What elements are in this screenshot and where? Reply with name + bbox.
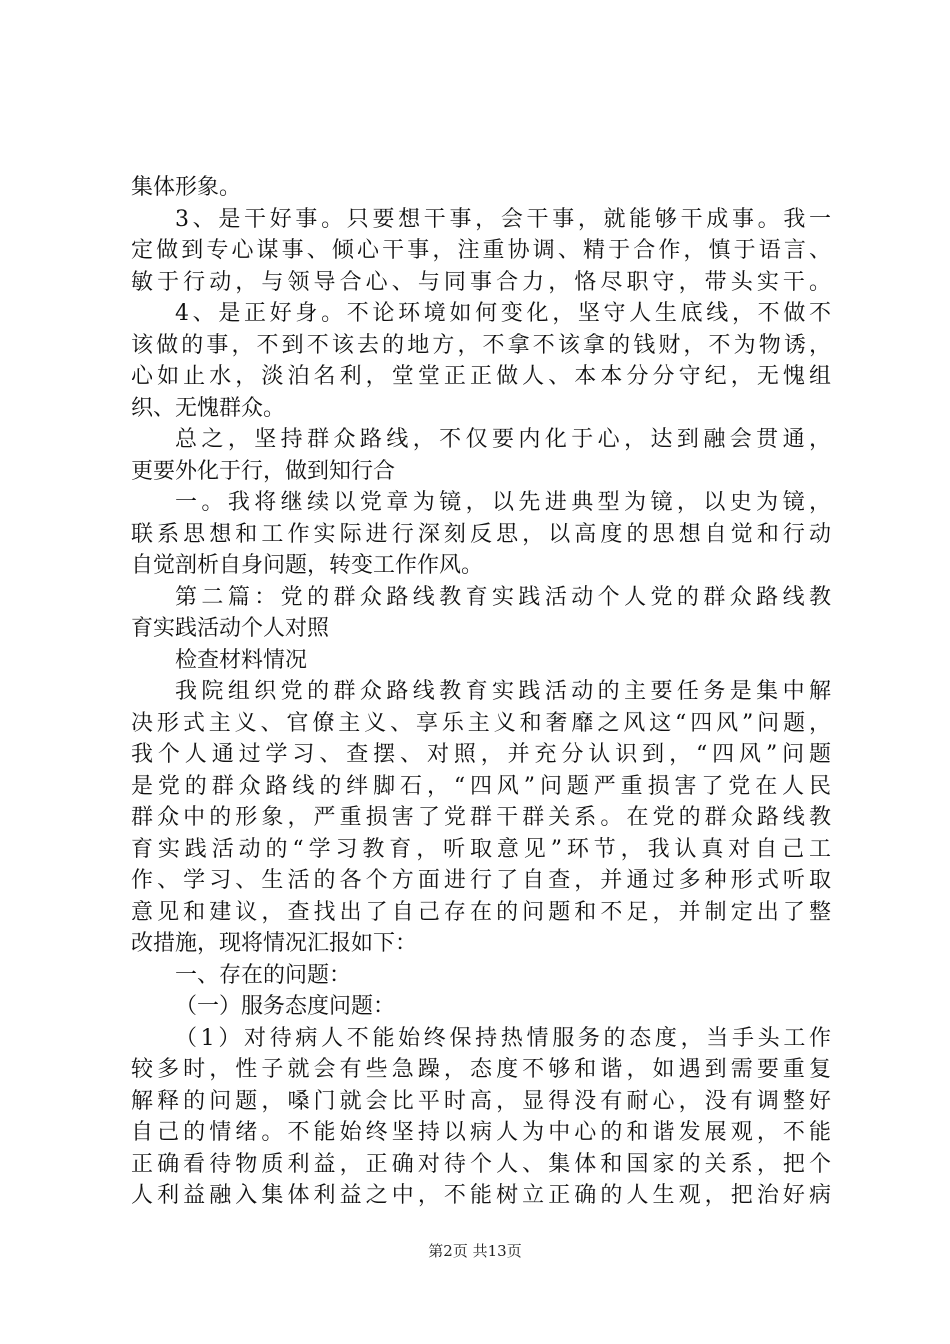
- text-line: 织、无愧群众。: [131, 395, 286, 421]
- text-line: 我院组织党的群众路线教育实践活动的主要任务是集中解: [175, 679, 831, 704]
- text-line: 群众中的形象，严重损害了党群干群关系。在党的群众路线教: [131, 805, 831, 830]
- text-line: 人利益融入集体利益之中，不能树立正确的人生观，把治好病: [131, 1183, 831, 1208]
- text-line: 改措施，现将情况汇报如下：: [131, 931, 418, 956]
- text-line: 决形式主义、官僚主义、享乐主义和奢靡之风这“四风”问题，: [131, 710, 831, 736]
- text-line: 自己的情绪。不能始终坚持以病人为中心的和谐发展观，不能: [131, 1120, 831, 1145]
- text-line: 心如止水，淡泊名利，堂堂正正做人、本本分分守纪，无愧组: [131, 364, 831, 389]
- text-line: 该做的事，不到不该去的地方，不拿不该拿的钱财，不为物诱，: [131, 332, 831, 358]
- text-line: 总之，坚持群众路线，不仅要内化于心，达到融会贯通，: [175, 427, 831, 452]
- text-line: 育实践活动的“学习教育，听取意见”环节，我认真对自己工: [131, 836, 831, 862]
- text-line: 较多时，性子就会有些急躁，态度不够和谐，如遇到需要重复: [131, 1057, 831, 1082]
- text-line: 作、学习、生活的各个方面进行了自查，并通过多种形式听取: [131, 868, 831, 893]
- text-line: 意见和建议，查找出了自己存在的问题和不足，并制定出了整: [131, 899, 831, 925]
- text-line: 自觉剖析自身问题，转变工作作风。: [131, 553, 484, 578]
- text-line: 一。我将继续以党章为镜，以先进典型为镜，以史为镜，: [175, 490, 831, 515]
- page-number-label: 第2页 共13页: [428, 1242, 522, 1260]
- text-line: 4、是正好身。不论环境如何变化，坚守人生底线，不做不: [175, 301, 831, 326]
- text-line: 集体形象。: [131, 175, 242, 200]
- text-line: 第二篇：党的群众路线教育实践活动个人党的群众路线教: [175, 584, 831, 610]
- text-line: 3、是干好事。只要想干事，会干事，就能够干成事。我一: [175, 206, 831, 232]
- text-line: 更要外化于行，做到知行合: [131, 458, 396, 484]
- text-line: 检查材料情况: [175, 647, 308, 673]
- text-line: 敏于行动，与领导合心、与同事合力，恪尽职守，带头实干。: [131, 269, 831, 295]
- document-body: [131, 172, 831, 1212]
- text-line: （1）对待病人不能始终保持热情服务的态度，当手头工作: [175, 1025, 831, 1051]
- text-line: 联系思想和工作实际进行深刻反思，以高度的思想自觉和行动: [131, 521, 831, 547]
- text-line: 是党的群众路线的绊脚石，“四风”问题严重损害了党在人民: [131, 773, 831, 799]
- text-line: 育实践活动个人对照: [131, 616, 330, 641]
- text-line: 解释的问题，嗓门就会比平时高，显得没有耐心，没有调整好: [131, 1088, 831, 1114]
- page-footer: [0, 1241, 950, 1261]
- text-line: （一）服务态度问题：: [175, 994, 396, 1019]
- text-line: 定做到专心谋事、倾心干事，注重协调、精于合作，慎于语言、: [131, 238, 831, 263]
- text-line: 一、存在的问题：: [175, 962, 352, 988]
- text-line: 我个人通过学习、查摆、对照，并充分认识到，“四风”问题: [131, 742, 831, 767]
- text-line: 正确看待物质利益，正确对待个人、集体和国家的关系，把个: [131, 1151, 831, 1177]
